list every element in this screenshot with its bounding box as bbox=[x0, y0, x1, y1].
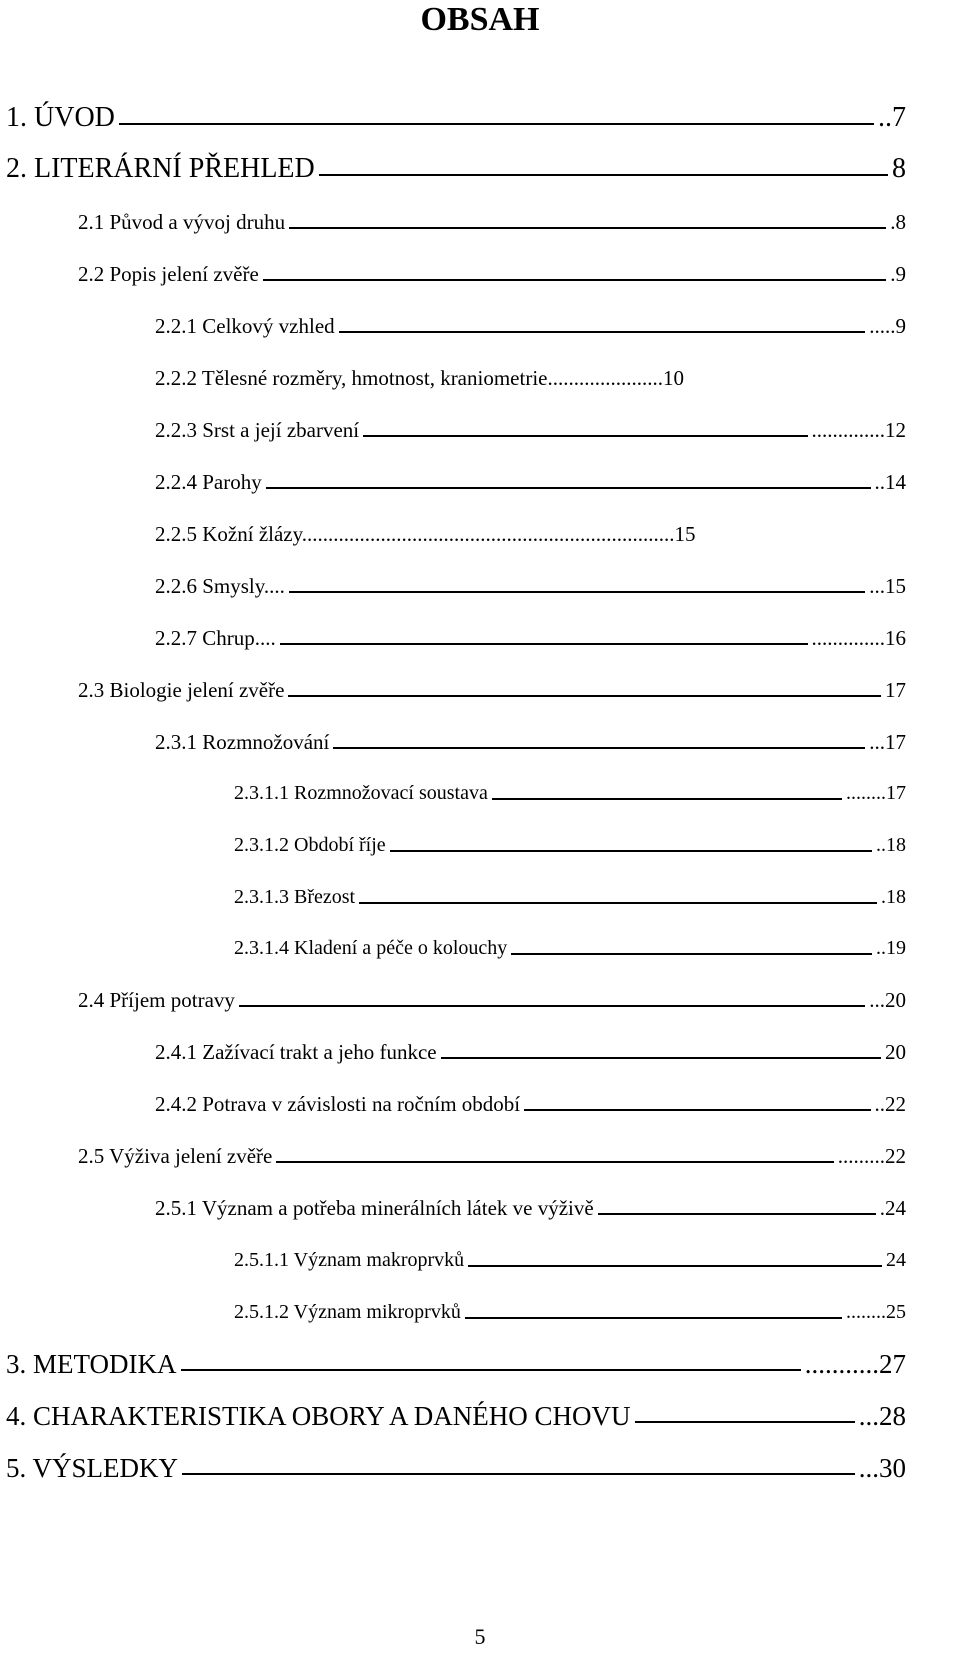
toc-entry[interactable] bbox=[78, 254, 906, 294]
toc-entry-label: 2.2.3 Srst a její zbarvení bbox=[155, 417, 360, 442]
toc-entry-label: 2.1 Původ a vývoj druhu bbox=[78, 209, 286, 234]
toc-entry[interactable] bbox=[6, 149, 906, 189]
toc-entry[interactable] bbox=[155, 1032, 906, 1072]
toc-leader bbox=[468, 1265, 882, 1267]
toc-leader bbox=[465, 1317, 842, 1319]
toc-entry-page: ...17 bbox=[869, 729, 906, 754]
toc-entry-label: 2.2.7 Chrup.... bbox=[155, 625, 276, 650]
toc-leader bbox=[280, 643, 808, 645]
toc-entry[interactable] bbox=[234, 773, 906, 813]
toc-entry[interactable] bbox=[155, 566, 906, 606]
toc-entry-label: 2.5.1.1 Význam makroprvků bbox=[234, 1248, 465, 1271]
toc-entry-label: 2.3.1.1 Rozmnožovací soustava bbox=[234, 781, 488, 804]
toc-leader bbox=[441, 1057, 881, 1059]
toc-leader bbox=[598, 1213, 876, 1215]
toc-entry-page: ..19 bbox=[876, 936, 906, 959]
toc-entry-page: ..18 bbox=[876, 833, 906, 856]
toc-entry-label: 4. CHARAKTERISTIKA OBORY A DANÉHO CHOVU bbox=[6, 1400, 631, 1431]
toc-entry-page: ..7 bbox=[878, 102, 906, 133]
toc-entry-page: ..............12 bbox=[811, 417, 906, 442]
toc-leader bbox=[492, 798, 842, 800]
toc-entry-page: ...15 bbox=[869, 573, 906, 598]
toc-entry[interactable] bbox=[78, 670, 906, 710]
toc-leader bbox=[289, 591, 865, 593]
toc-entry-page: 24 bbox=[886, 1248, 906, 1271]
toc-entry[interactable] bbox=[78, 1136, 906, 1176]
toc-entry[interactable] bbox=[6, 1344, 906, 1384]
toc-entry-page: .18 bbox=[881, 885, 906, 908]
toc-entry-label: 2.4.2 Potrava v závislosti na ročním období bbox=[155, 1091, 521, 1116]
toc-entry[interactable] bbox=[155, 722, 906, 762]
toc-leader bbox=[333, 747, 865, 749]
toc-entry-page: 20 bbox=[885, 1039, 906, 1064]
toc-leader bbox=[119, 123, 874, 125]
toc-entry-page: .........22 bbox=[837, 1143, 906, 1168]
toc-entry-page: .8 bbox=[890, 209, 906, 234]
toc-entry-page: 8 bbox=[892, 153, 906, 184]
toc-entry[interactable] bbox=[78, 980, 906, 1020]
toc-entry[interactable] bbox=[155, 410, 906, 450]
toc-entry[interactable] bbox=[234, 825, 906, 865]
toc-entry[interactable] bbox=[234, 1292, 906, 1332]
toc-entry-label: 2.2.5 Kožní žlázy.......................................................................15 bbox=[155, 521, 696, 546]
toc-leader bbox=[339, 331, 866, 333]
toc-entry-label: 2.4 Příjem potravy bbox=[78, 987, 235, 1012]
toc-entry-label: 2.3.1 Rozmnožování bbox=[155, 729, 330, 754]
toc-leader bbox=[181, 1369, 801, 1371]
toc-leader bbox=[319, 174, 888, 176]
toc-entry-page: ...28 bbox=[858, 1400, 906, 1431]
toc-entry[interactable] bbox=[6, 1396, 906, 1436]
toc-entry-page: ...30 bbox=[858, 1452, 906, 1483]
toc-entry-label: 2.3 Biologie jelení zvěře bbox=[78, 677, 285, 702]
toc-entry-page: 17 bbox=[885, 677, 906, 702]
toc-entry-label: 2.3.1.3 Březost bbox=[234, 885, 356, 908]
toc-entry[interactable] bbox=[155, 1188, 906, 1228]
toc-entry[interactable] bbox=[234, 877, 906, 917]
toc-entry-page: .....9 bbox=[869, 313, 906, 338]
toc-entry-label: 2.5.1.2 Význam mikroprvků bbox=[234, 1300, 461, 1323]
toc-entry[interactable] bbox=[234, 928, 906, 968]
toc-entry-label: 2.2.2 Tělesné rozměry, hmotnost, kraniometrie......................10 bbox=[155, 365, 684, 390]
toc-entry[interactable] bbox=[155, 306, 906, 346]
toc-entry[interactable] bbox=[6, 1448, 906, 1488]
toc-leader bbox=[511, 953, 872, 955]
toc-entry-page: ...........27 bbox=[804, 1348, 906, 1379]
toc-entry[interactable] bbox=[6, 98, 906, 138]
toc-entry-page: ...20 bbox=[869, 987, 906, 1012]
toc-leader bbox=[263, 279, 886, 281]
toc-entry-label: 1. ÚVOD bbox=[6, 102, 115, 133]
toc-entry-page: ........17 bbox=[846, 781, 906, 804]
toc-entry[interactable] bbox=[155, 358, 906, 398]
toc-entry-label: 2.3.1.4 Kladení a péče o kolouchy bbox=[234, 936, 508, 959]
toc-entry-page: .9 bbox=[890, 261, 906, 286]
toc-leader bbox=[276, 1161, 833, 1163]
toc-entry-label: 3. METODIKA bbox=[6, 1348, 177, 1379]
toc-entry-label: 2.2 Popis jelení zvěře bbox=[78, 261, 259, 286]
toc-entry[interactable] bbox=[78, 202, 906, 242]
toc-entry-label: 2.5 Výživa jelení zvěře bbox=[78, 1143, 273, 1168]
toc-entry[interactable] bbox=[155, 1084, 906, 1124]
page-number: 5 bbox=[474, 1624, 486, 1649]
toc-entry-label: 2.2.4 Parohy bbox=[155, 469, 262, 494]
toc-entry-page: ..22 bbox=[874, 1091, 906, 1116]
toc-leader bbox=[363, 435, 807, 437]
toc-entry[interactable] bbox=[155, 462, 906, 502]
toc-entry-page: .24 bbox=[879, 1195, 906, 1220]
toc-leader bbox=[182, 1473, 855, 1475]
toc-leader bbox=[266, 487, 871, 489]
toc-entry-page: ..14 bbox=[874, 469, 906, 494]
toc-leader bbox=[359, 902, 877, 904]
toc-entry[interactable] bbox=[155, 618, 906, 658]
toc-entry-page: ..............16 bbox=[811, 625, 906, 650]
toc-entry[interactable] bbox=[234, 1240, 906, 1280]
toc-entry-label: 5. VÝSLEDKY bbox=[6, 1452, 179, 1483]
toc-entry-label: 2.2.1 Celkový vzhled bbox=[155, 313, 335, 338]
toc-leader bbox=[288, 695, 881, 697]
toc-leader bbox=[289, 227, 886, 229]
toc-leader bbox=[524, 1109, 870, 1111]
toc-entry[interactable] bbox=[155, 514, 906, 554]
toc-leader bbox=[239, 1005, 865, 1007]
toc-leader bbox=[390, 850, 872, 852]
toc-entry-label: 2.2.6 Smysly.... bbox=[155, 573, 285, 598]
page-title: OBSAH bbox=[420, 1, 540, 38]
toc-entry-label: 2.4.1 Zažívací trakt a jeho funkce bbox=[155, 1039, 437, 1064]
toc-entry-label: 2.5.1 Význam a potřeba minerálních látek ve výživě bbox=[155, 1195, 594, 1220]
toc-leader bbox=[635, 1421, 855, 1423]
toc-entry-label: 2. LITERÁRNÍ PŘEHLED bbox=[6, 153, 315, 184]
toc-entry-page: ........25 bbox=[846, 1300, 906, 1323]
toc-entry-label: 2.3.1.2 Období říje bbox=[234, 833, 386, 856]
